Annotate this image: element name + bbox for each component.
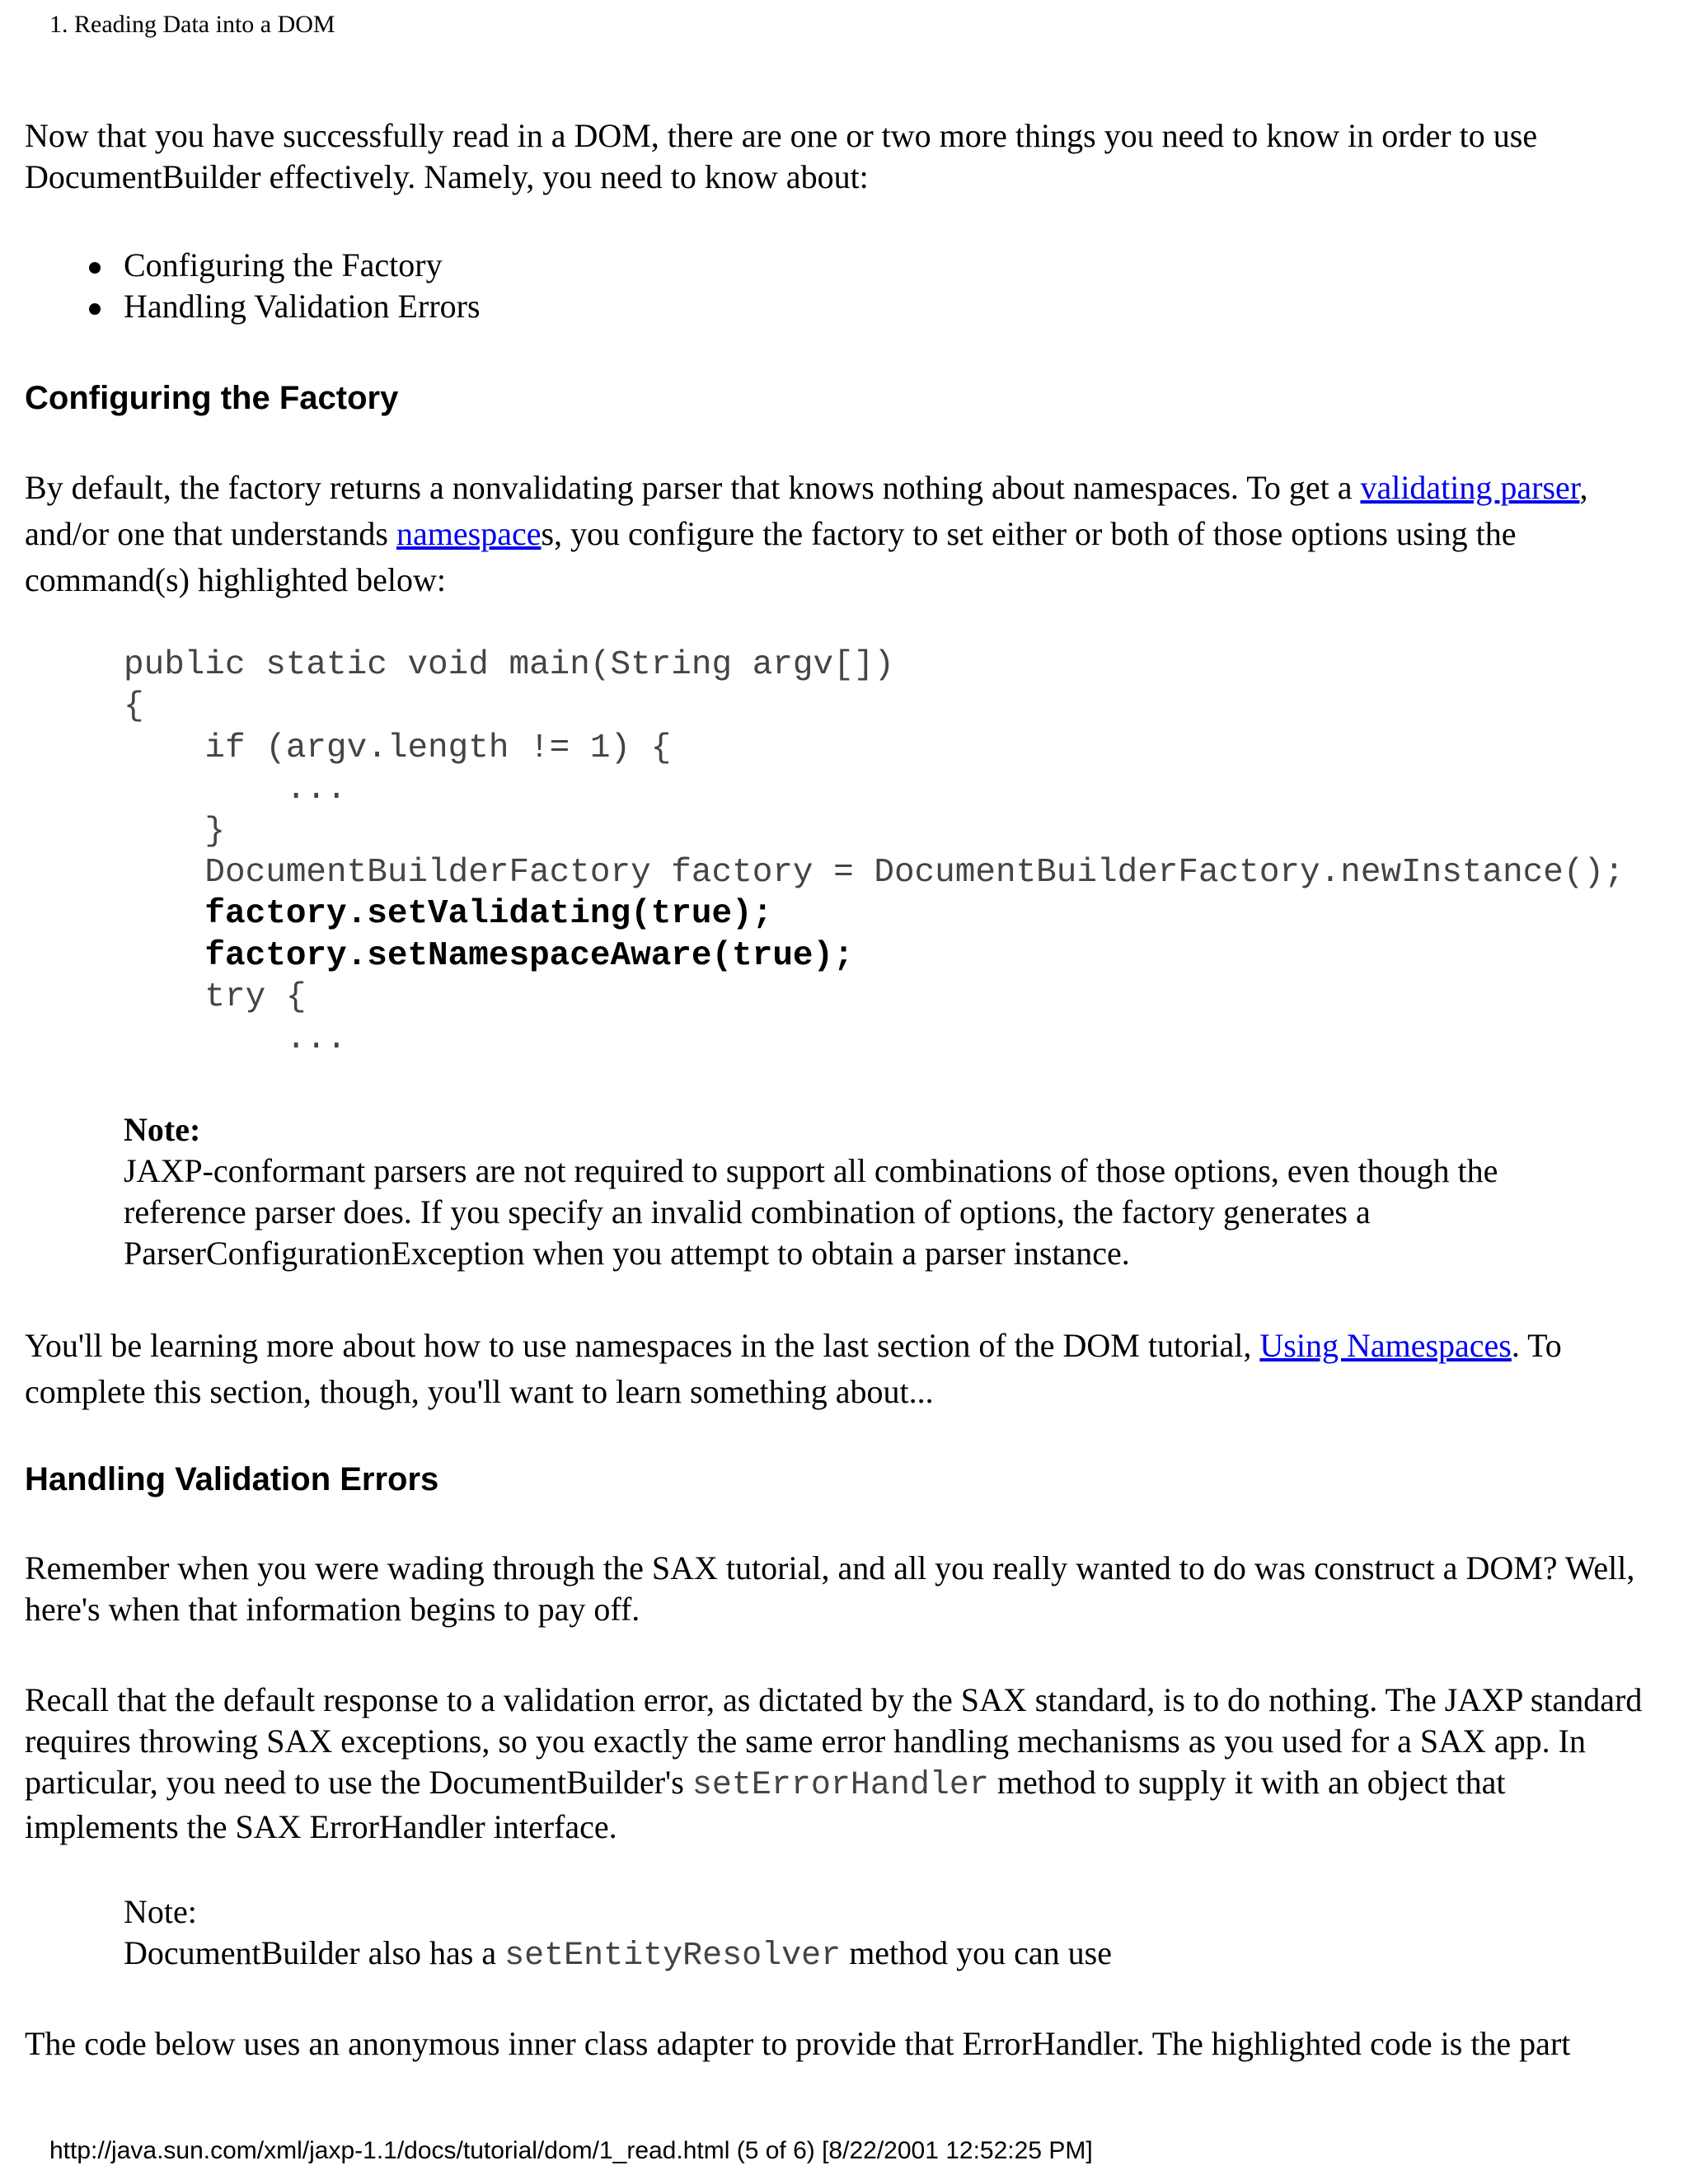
configuring-paragraph — [25, 465, 1665, 603]
code-block-factory — [124, 644, 1625, 1060]
note-text: JAXP-conformant parsers are not required to support all combinations of those options, even though the reference parser does. If you specify an invalid combination of options, the factory generates a ParserConfigurationException when you attempt to obtain a parser instance. — [124, 1152, 1498, 1272]
note-label: Note: — [124, 1111, 201, 1148]
list-item: Configuring the Factory — [82, 245, 481, 286]
code-line: try { — [124, 978, 307, 1017]
intro-paragraph: Now that you have successfully read in a DOM, there are one or two more things you need to know in order to use DocumentBuilder effectively. Namely, you need to know about: — [25, 117, 1538, 195]
section-heading-configuring-factory: Configuring the Factory — [25, 380, 399, 416]
paragraph-text: method you can use — [841, 1934, 1112, 1971]
using-namespaces-link[interactable]: Using Namespaces — [1259, 1327, 1512, 1364]
code-line: ... — [124, 1019, 347, 1058]
paragraph-text: By default, the factory returns a nonvalidating parser that knows nothing about namespaces. To get a — [25, 469, 1361, 506]
paragraph-text: , and/or one that understands — [25, 469, 1588, 552]
code-line: if (argv.length != 1) { — [124, 729, 672, 767]
adapter-paragraph: The code below uses an anonymous inner class adapter to provide that ErrorHandler. The highlighted code is the part — [25, 2025, 1571, 2062]
page-footer-url: http://java.sun.com/xml/jaxp-1.1/docs/tutorial/dom/1_read.html (5 of 6) [8/22/2001 12:52:25 PM] — [49, 2137, 1093, 2164]
note-label: Note: — [124, 1893, 197, 1930]
paragraph-text: method to supply it with an object that implements the SAX ErrorHandler interface. — [25, 1764, 1506, 1845]
code-line: ... — [124, 771, 347, 809]
namespace-link[interactable]: namespace — [396, 515, 542, 552]
paragraph-text: s, you configure the factory to set either or both of those options using the command(s) highlighted below: — [25, 515, 1517, 598]
code-line: } — [124, 812, 226, 851]
note-box-entity-resolver — [124, 1891, 1607, 1977]
code-line-highlighted: factory.setNamespaceAware(true); — [124, 936, 854, 975]
section-heading-validation-errors: Handling Validation Errors — [25, 1461, 439, 1497]
error-handling-paragraph — [25, 1680, 1665, 1848]
inline-code-setentityresolver: setEntityResolver — [504, 1938, 842, 1975]
paragraph-text: Recall that the default response to a validation error, as dictated by the SAX standard, is to do nothing. The JAXP standard requires throwing SAX exceptions, so you exactly the same error handling mechanisms as you used for a SAX app. In particular, you need to use the DocumentBuilder's — [25, 1681, 1643, 1801]
namespaces-paragraph — [25, 1323, 1665, 1415]
note-text — [124, 1933, 1607, 1977]
code-line: { — [124, 687, 144, 726]
code-line: public static void main(String argv[]) — [124, 646, 894, 684]
note-box-options — [124, 1109, 1607, 1274]
sax-tutorial-paragraph: Remember when you were wading through the SAX tutorial, and all you really wanted to do was construct a DOM? Well, here's when that information begins to pay off. — [25, 1549, 1635, 1628]
list-item: Handling Validation Errors — [82, 286, 481, 327]
paragraph-text: You'll be learning more about how to use namespaces in the last section of the DOM tutorial, — [25, 1327, 1260, 1364]
page-header: 1. Reading Data into a DOM — [49, 11, 335, 38]
code-line-highlighted: factory.setValidating(true); — [124, 895, 773, 934]
inline-code-seterrorhandler: setErrorHandler — [692, 1767, 989, 1804]
validating-parser-link[interactable]: validating parser — [1360, 469, 1580, 506]
paragraph-text: . To complete this section, though, you'll want to learn something about... — [25, 1327, 1562, 1410]
code-line: DocumentBuilderFactory factory = DocumentBuilderFactory.newInstance(); — [124, 853, 1625, 892]
paragraph-text: DocumentBuilder also has a — [124, 1934, 505, 1971]
topic-list — [82, 245, 481, 327]
